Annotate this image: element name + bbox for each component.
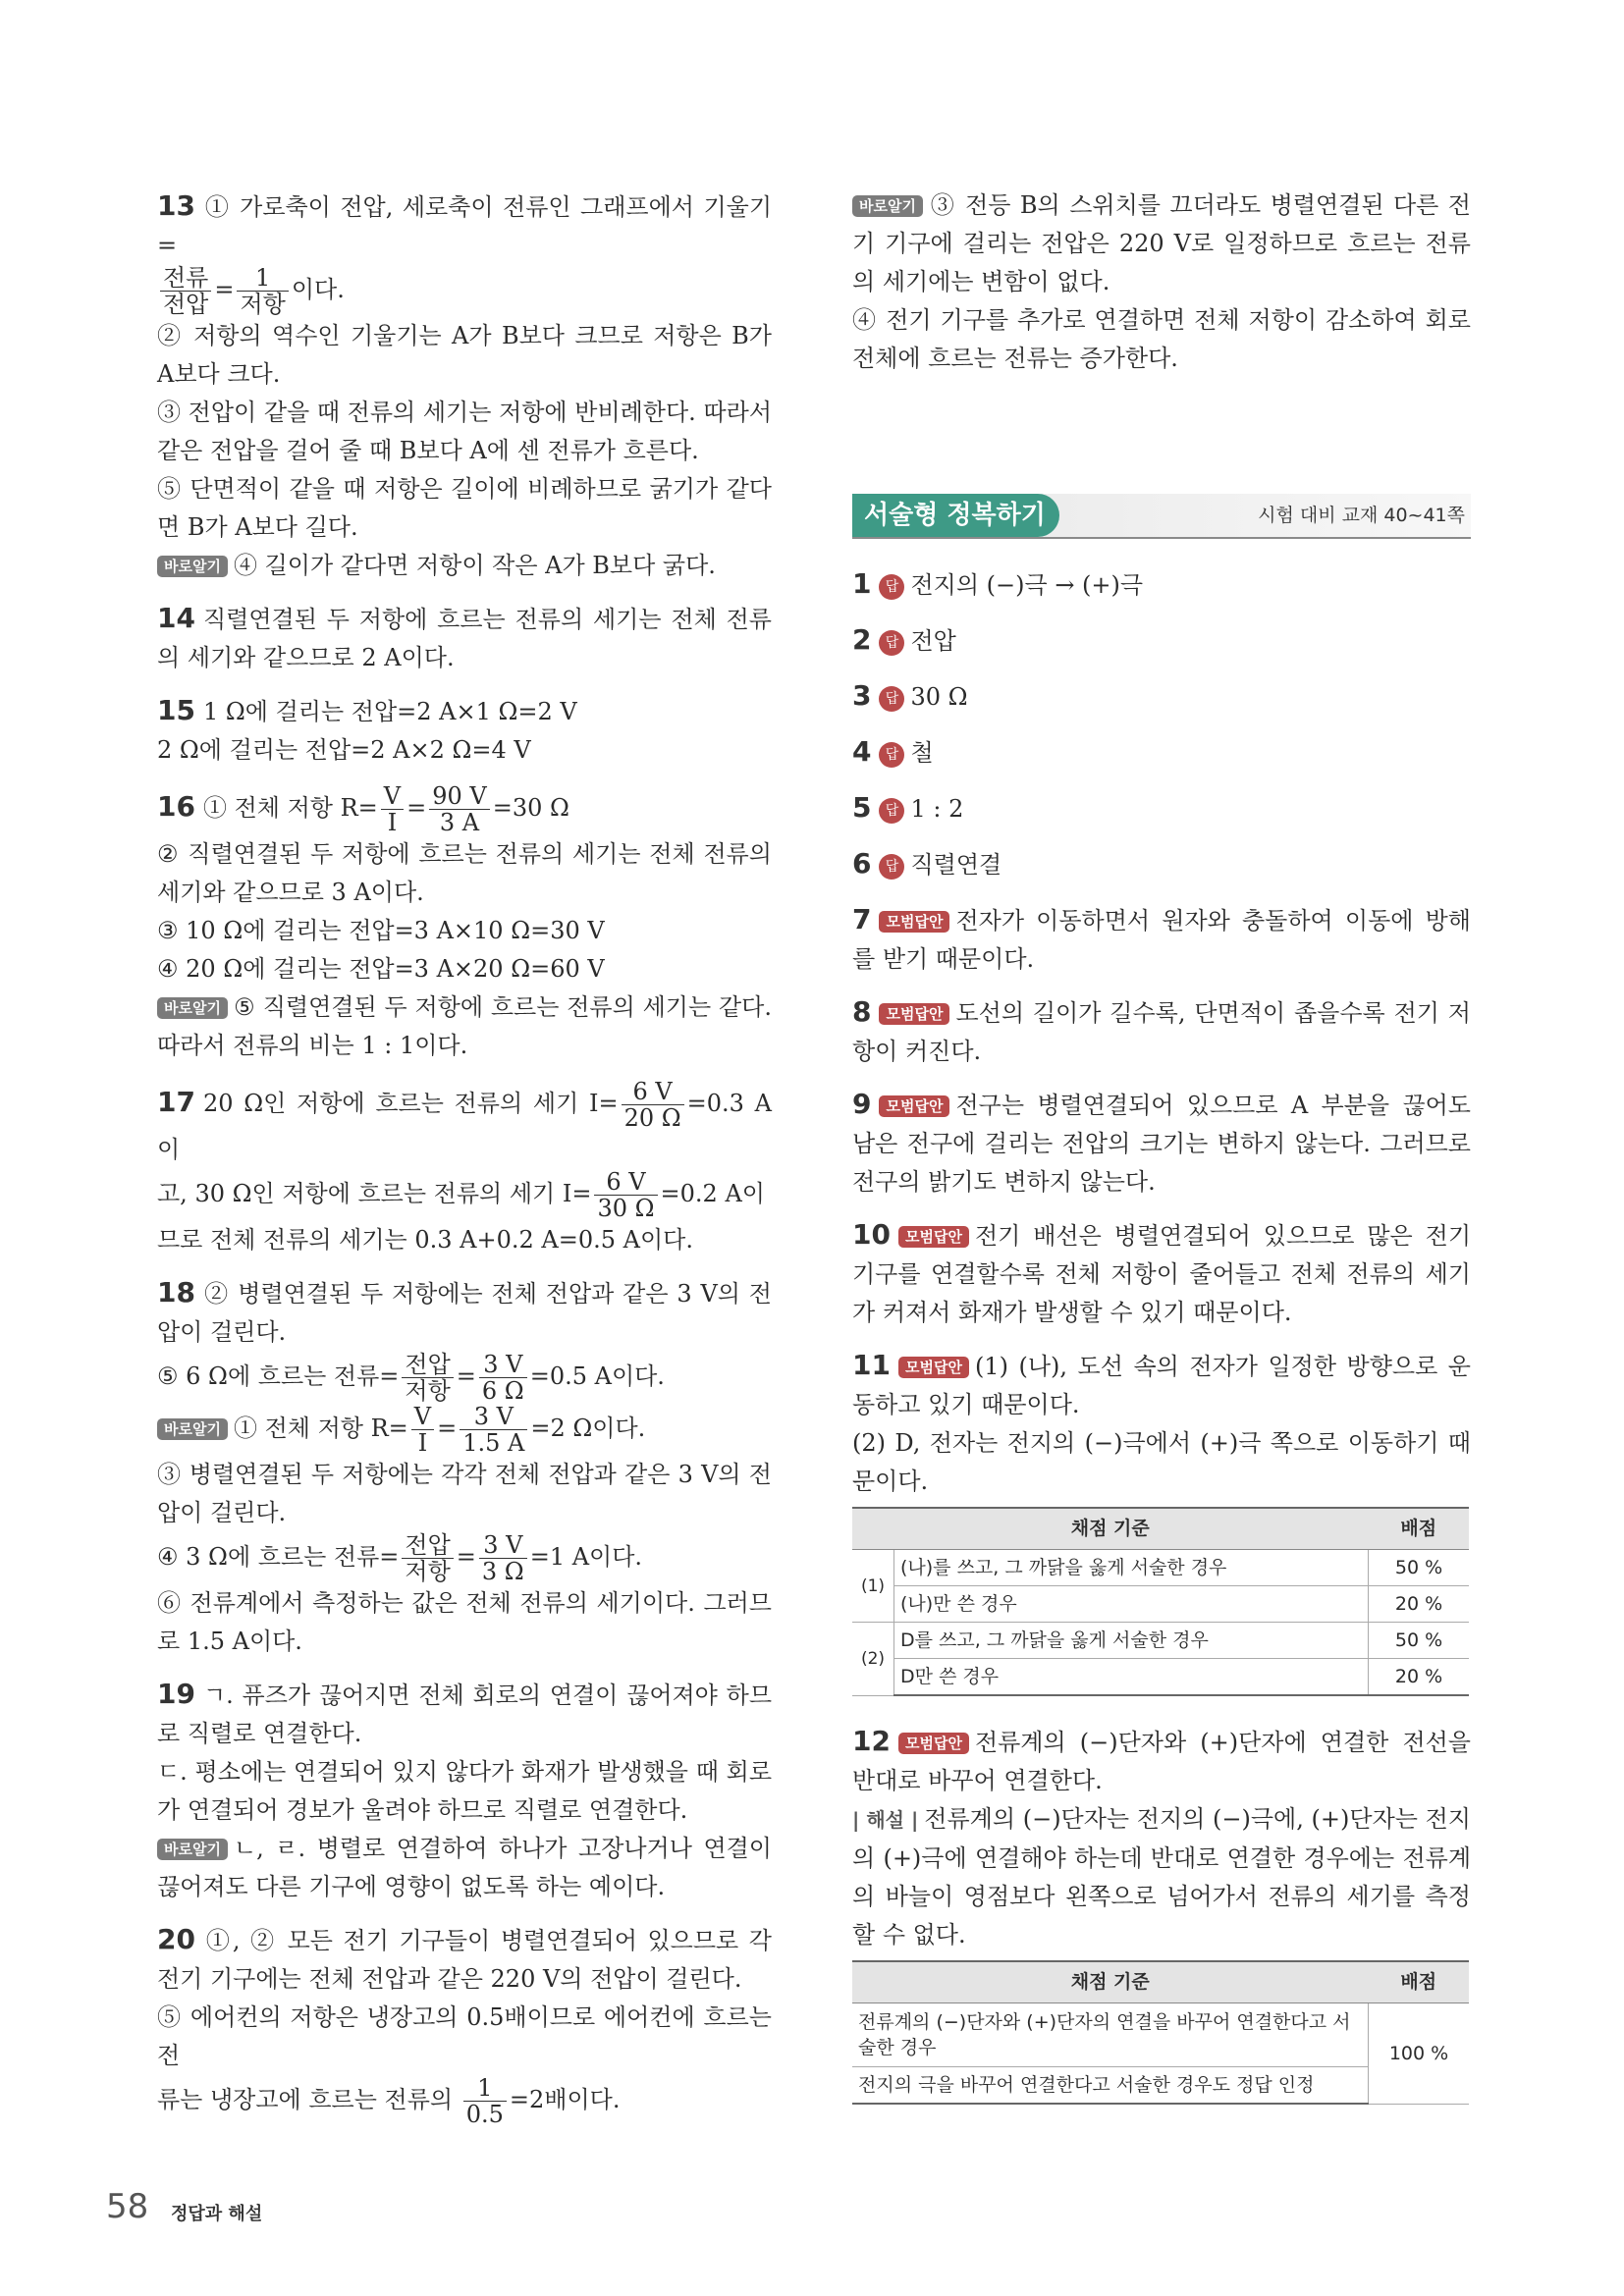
fraction: $\frac{\text{전류}}{\text{전압}}$ (160, 265, 211, 317)
answer-badge: 답 (879, 854, 904, 880)
answer-15: 15 1 Ω에 걸리는 전압=2 A×1 Ω=2 V 2 Ω에 걸리는 전압=2 A×2 Ω=4 V (157, 694, 577, 764)
fraction: $\frac{6 V}{20 \Omega}$ (622, 1079, 684, 1131)
essay-answer-3: 3 답 30 Ω (852, 679, 968, 712)
fraction: $\frac{3 V}{1.5 A}$ (460, 1404, 527, 1456)
essay-answer-5: 5 답 1 : 2 (852, 791, 964, 824)
answer-badge: 답 (879, 686, 904, 712)
fraction: $\frac{3 V}{3 \Omega}$ (479, 1532, 527, 1584)
right-column (852, 187, 1471, 2130)
essay-answer-6: 6 답 직렬연결 (852, 847, 1002, 880)
answer-18: 18 ② 병렬연결된 두 저항에는 전체 전압과 같은 3 V의 전압이 걸린다. ⑤ 6 Ω에 흐르는 전류= $\frac{\text{전압}}{\text{저항}}$ = $\frac{3 V}{6 \Omega}$ =0.5 A이다. 바로알기 ① 전체 저항 R= $\frac{V}{I}$ = $\frac{3 V}{1.5 A}$ =2 Ω이다. ③ 병렬연결된 두 저항에는 각각 전체 전압과 같은 3 V의 전압이 걸린다. ④ 3 Ω에 흐르는 전류= $\frac{\text{전압}}{\text{저항}}$ = $\frac{3 V}{3 \Omega}$ =1 A이다. ⑥ 전류계에서 측정하는 값은 전체 전류의 세기이다. 그러므로 1.5 A이다. (157, 1276, 772, 1655)
answer-14: 14 직렬연결된 두 저항에 흐르는 전류의 세기는 전체 전류의 세기와 같으므로 2 A이다. (157, 602, 772, 671)
scoring-table-11: 채점 기준 배점 (1) (나)를 쓰고, 그 까닭을 옳게 서술한 경우 50 % (나)만 쓴 경우 20 % (2) D를 쓰고, 그 까닭을 옳게 서술한 경우 50 % D만 쓴 경우 20 % (852, 1507, 1469, 1696)
fraction: $\frac{1}{0.5}$ (463, 2075, 507, 2127)
answer-17: 17 20 Ω인 저항에 흐르는 전류의 세기 I= $\frac{6 V}{20 \Omega}$ =0.3 A이 고, 30 Ω인 저항에 흐르는 전류의 세기 I= $\frac{6 V}{30 \Omega}$ =0.2 A이 므로 전체 전류의 세기는 0.3 A+0.2 A=0.5 A이다. (157, 1078, 772, 1254)
answer-badge: 답 (879, 574, 904, 600)
fraction: $\frac{6 V}{30 \Omega}$ (594, 1169, 657, 1221)
model-answer-tag: 모범답안 (879, 1095, 949, 1117)
answer-16: 16 ① 전체 저항 R= $\frac{V}{I}$ = $\frac{90 V}{3 A}$ =30 Ω ② 직렬연결된 두 저항에 흐르는 전류의 세기는 전체 전류의 세기와 같으므로 3 A이다. ③ 10 Ω에 걸리는 전압=3 A×10 Ω=30 V ④ 20 Ω에 걸리는 전압=3 A×20 Ω=60 V 바로알기 ⑤ 직렬연결된 두 저항에 흐르는 전류의 세기는 같다. 따라서 전류의 비는 1 : 1이다. (157, 782, 772, 1059)
correction-tag: 바로알기 (852, 195, 923, 217)
essay-answer-4: 4 답 철 (852, 735, 934, 768)
fraction: $\frac{V}{I}$ (381, 783, 404, 835)
correction-tag: 바로알기 (157, 1418, 228, 1440)
essay-answer-7: 7 모범답안 전자가 이동하면서 원자와 충돌하여 이동에 방해를 받기 때문이다. (852, 903, 1471, 973)
correction-tag: 바로알기 (157, 1839, 228, 1860)
correction-tag: 바로알기 (157, 556, 228, 577)
fraction: $\frac{90 V}{3 A}$ (429, 783, 490, 835)
answer-badge: 답 (879, 630, 904, 656)
fraction: $\frac{V}{I}$ (411, 1404, 434, 1456)
section-reference: 시험 대비 교재 40~41쪽 (1258, 505, 1465, 526)
section-header (852, 494, 1471, 539)
explanation-label: | 해설 | (852, 1808, 919, 1832)
fraction: $\frac{3 V}{6 \Omega}$ (479, 1352, 527, 1404)
fraction: $\frac{\text{전압}}{\text{저항}}$ (402, 1352, 453, 1404)
left-column (157, 187, 772, 2141)
essay-answer-2: 2 답 전압 (852, 623, 956, 656)
essay-answer-1: 1 답 전지의 (−)극 → (+)극 (852, 567, 1144, 600)
answer-badge: 답 (879, 798, 904, 824)
fraction: $\frac{1}{\text{저항}}$ (237, 265, 288, 317)
model-answer-tag: 모범답안 (898, 1226, 969, 1248)
fraction: $\frac{\text{전압}}{\text{저항}}$ (402, 1532, 453, 1584)
essay-answer-11: 11 모범답안 (1) (나), 도선 속의 전자가 일정한 방향으로 운동하고 있기 때문이다. (2) D, 전자는 전지의 (−)극에서 (+)극 쪽으로 이동하기 때문이다. (852, 1349, 1471, 1495)
essay-answer-12: 12 모범답안 전류계의 (−)단자와 (+)단자에 연결한 전선을 반대로 바꾸어 연결한다. | 해설 | 전류계의 (−)단자는 전지의 (−)극에, (+)단자는 전지의 (+)극에 연결해야 하는데 반대로 연결한 경우에는 전류계의 바늘이 영점보다 왼쪽으로 넘어가서 전류의 세기를 측정할 수 없다. (852, 1725, 1471, 1949)
question-number: 13 (157, 189, 195, 222)
model-answer-tag: 모범답안 (879, 1003, 949, 1025)
answer-badge: 답 (879, 742, 904, 768)
model-answer-tag: 모범답안 (898, 1733, 969, 1754)
correction-tag: 바로알기 (157, 997, 228, 1019)
model-answer-tag: 모범답안 (879, 911, 949, 933)
essay-answer-9: 9 모범답안 전구는 병렬연결되어 있으므로 A 부분을 끊어도 남은 전구에 걸리는 전압의 크기는 변하지 않는다. 그러므로 전구의 밝기도 변하지 않는다. (852, 1088, 1471, 1196)
page-number: 58 (106, 2187, 149, 2226)
answer-20-continued: 바로알기 ③ 전등 B의 스위치를 끄더라도 병렬연결된 다른 전기 기구에 걸리는 전압은 220 V로 일정하므로 흐르는 전류의 세기에는 변함이 없다. ④ 전기 기구를 추가로 연결하면 전체 저항이 감소하여 회로 전체에 흐르는 전류는 증가한다. (852, 191, 1471, 372)
answer-19: 19 ㄱ. 퓨즈가 끊어지면 전체 회로의 연결이 끊어져야 하므로 직렬로 연결한다. ㄷ. 평소에는 연결되어 있지 않다가 화재가 발생했을 때 회로가 연결되어 경보가 울려야 하므로 직렬로 연결한다. 바로알기 ㄴ, ㄹ. 병렬로 연결하여 하나가 고장나거나 연결이 끊어져도 다른 기구에 영향이 없도록 하는 예이다. (157, 1678, 772, 1900)
footer-label: 정답과 해설 (171, 2204, 263, 2224)
answer-20: 20 ①, ② 모든 전기 기구들이 병렬연결되어 있으므로 각 전기 기구에는 전체 전압과 같은 220 V의 전압이 걸린다. ⑤ 에어컨의 저항은 냉장고의 0.5배이므로 에어컨에 흐르는 전 류는 냉장고에 흐르는 전류의 $\frac{1}{0.5}$ =2배이다. (157, 1923, 772, 2128)
answer-13: 13 ① 가로축이 전압, 세로축이 전류인 그래프에서 기울기= $\frac{\text{전류}}{\text{전압}}$ = $\frac{1}{\text{저항}}$ 이다. ② 저항의 역수인 기울기는 A가 B보다 크므로 저항은 B가 A보다 크다. ③ 전압이 같을 때 전류의 세기는 저항에 반비례한다. 따라서 같은 전압을 걸어 줄 때 B보다 A에 센 전류가 흐른다. ⑤ 단면적이 같을 때 저항은 길이에 비례하므로 굵기가 같다면 B가 A보다 길다. 바로알기 ④ 길이가 같다면 저항이 작은 A가 B보다 굵다. (157, 189, 772, 579)
model-answer-tag: 모범답안 (898, 1357, 969, 1378)
essay-answer-8: 8 모범답안 도선의 길이가 길수록, 단면적이 좁을수록 전기 저항이 커진다. (852, 995, 1471, 1065)
scoring-table-12: 채점 기준 배점 전류계의 (−)단자와 (+)단자의 연결을 바꾸어 연결한다고 서술한 경우 100 % 전지의 극을 바꾸어 연결한다고 서술한 경우도 정답 인정 (852, 1960, 1469, 2105)
section-title: 서술형 정복하기 (852, 494, 1059, 537)
essay-answer-10: 10 모범답안 전기 배선은 병렬연결되어 있으므로 많은 전기 기구를 연결할수록 전체 저항이 줄어들고 전체 전류의 세기가 커져서 화재가 발생할 수 있기 때문이다. (852, 1218, 1471, 1326)
